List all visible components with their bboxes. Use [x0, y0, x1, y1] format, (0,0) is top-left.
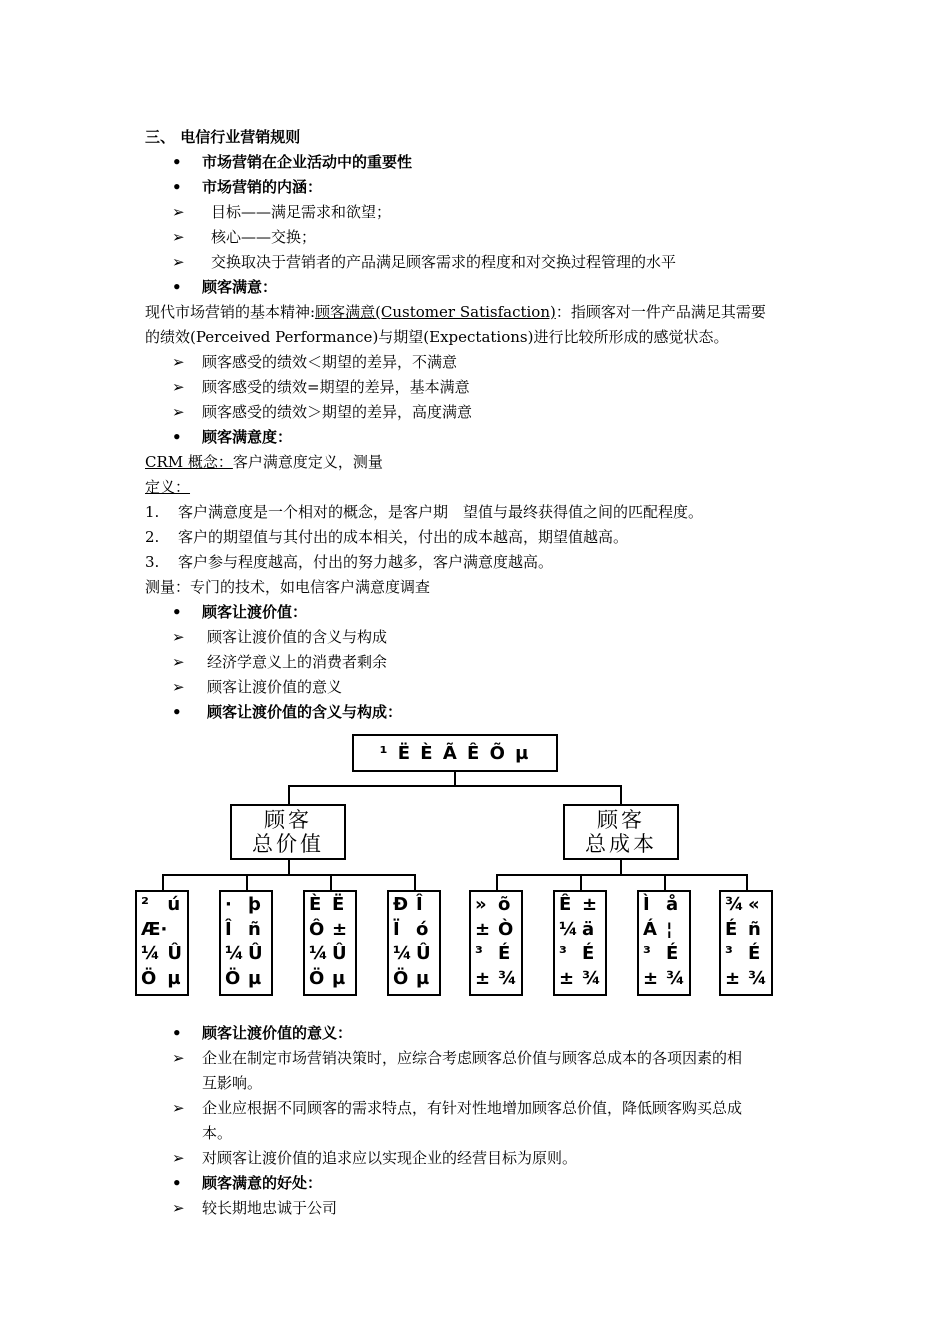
numbered-item: 客户的期望值与其付出的成本相关，付出的成本越高，期望值越高。	[178, 528, 629, 546]
arrow-icon: ➢	[172, 253, 185, 271]
leaf-glyph: ¦	[666, 918, 673, 940]
connector-line	[330, 874, 332, 890]
leaf-glyph: Ò	[498, 918, 514, 940]
bullet-item: 顾客让渡价值的意义：	[202, 1024, 353, 1042]
leaf-glyph: Ö	[309, 967, 325, 989]
arrow-item: 核心——交换；	[211, 228, 317, 246]
leaf-glyph: ¾	[582, 967, 601, 989]
leaf-glyph: ¾	[725, 894, 744, 915]
bullet-item: 顾客满意度：	[202, 428, 293, 446]
arrow-icon: ➢	[172, 628, 185, 646]
bullet-icon: •	[172, 1024, 182, 1042]
arrow-item: 顾客感受的绩效=期望的差异，基本满意	[202, 378, 470, 396]
leaf-glyph: ¼	[559, 918, 578, 940]
leaf-glyph: Ë	[332, 894, 345, 915]
connector-line	[414, 874, 416, 890]
arrow-icon: ➢	[172, 1149, 185, 1167]
leaf-glyph: ñ	[248, 918, 261, 940]
leaf-glyph: Á	[643, 918, 657, 940]
arrow-icon: ➢	[172, 1049, 185, 1067]
leaf-glyph: ¼	[225, 943, 244, 964]
leaf-glyph: ·	[225, 894, 232, 915]
bullet-icon: •	[172, 153, 182, 171]
leaf-box	[219, 890, 273, 996]
arrow-icon: ➢	[172, 228, 185, 246]
leaf-glyph: ³	[725, 943, 733, 964]
leaf-glyph: Ì	[643, 894, 650, 915]
leaf-glyph: µ	[248, 967, 262, 989]
connector-line	[454, 772, 456, 786]
leaf-glyph: Û	[167, 943, 182, 964]
leaf-glyph: þ	[248, 894, 261, 915]
arrow-item: 目标——满足需求和欲望；	[211, 203, 392, 221]
arrow-item: 交换取决于营销者的产品满足顾客需求的程度和对交换过程管理的水平	[211, 253, 677, 271]
arrow-item-continued: 互影响。	[202, 1074, 263, 1092]
leaf-box	[719, 890, 773, 996]
arrow-item: 顾客感受的绩效＜期望的差异，不满意	[202, 353, 458, 371]
number-label: 1.	[145, 503, 160, 521]
leaf-glyph: ñ	[748, 918, 761, 940]
bullet-icon: •	[172, 428, 182, 446]
connector-line	[620, 860, 622, 875]
leaf-glyph: ¾	[666, 967, 685, 989]
leaf-glyph: ¾	[498, 967, 517, 989]
bullet-icon: •	[172, 703, 182, 721]
leaf-glyph: ±	[475, 918, 491, 940]
arrow-icon: ➢	[172, 1199, 185, 1217]
leaf-glyph	[167, 919, 187, 944]
leaf-glyph: µ	[167, 967, 181, 989]
leaf-glyph: õ	[498, 894, 511, 915]
leaf-glyph: É	[725, 918, 738, 940]
connector-line	[664, 874, 666, 890]
numbered-item: 客户满意度是一个相对的概念，是客户期 望值与最终获得值之间的匹配程度。	[178, 503, 704, 521]
leaf-glyph: ³	[475, 943, 483, 964]
bullet-item: 市场营销在企业活动中的重要性	[202, 153, 413, 171]
leaf-glyph: Ê	[559, 894, 572, 915]
leaf-glyph: È	[309, 894, 322, 915]
arrow-icon: ➢	[172, 353, 185, 371]
leaf-glyph: ¼	[393, 943, 412, 964]
bullet-item: 顾客满意的好处：	[202, 1174, 323, 1192]
paragraph-text: 客户满意度定义，测量	[232, 453, 383, 471]
diagram-root-box: ¹ Ë È Ã Ê Õ µ	[352, 734, 558, 772]
leaf-glyph: Î	[416, 894, 423, 915]
value-tree-diagram	[130, 730, 790, 1005]
arrow-item: 较长期地忠诚于公司	[202, 1199, 338, 1217]
leaf-box	[387, 890, 441, 996]
leaf-glyph: ±	[559, 967, 575, 989]
leaf-glyph: ±	[643, 967, 659, 989]
leaf-glyph: Ö	[141, 967, 157, 989]
leaf-glyph: Æ·	[141, 918, 168, 940]
leaf-box	[469, 890, 523, 996]
bullet-item: 顾客让渡价值的含义与构成：	[207, 703, 403, 721]
leaf-glyph: Î	[225, 918, 232, 940]
leaf-glyph: Ö	[393, 967, 409, 989]
bullet-item: 顾客让渡价值：	[202, 603, 308, 621]
bullet-icon: •	[172, 1174, 182, 1192]
connector-line	[496, 874, 498, 890]
arrow-icon: ➢	[172, 378, 185, 396]
paragraph-line: 的绩效(Perceived Performance)与期望(Expectations)进行比较所形成的感觉状态。	[145, 328, 729, 346]
underlined-term: CRM 概念：	[145, 453, 233, 471]
box-label: 总价值	[252, 832, 324, 856]
leaf-glyph: µ	[332, 967, 346, 989]
connector-line	[288, 785, 290, 804]
arrow-item: 经济学意义上的消费者剩余	[207, 653, 388, 671]
arrow-icon: ➢	[172, 653, 185, 671]
paragraph-line	[145, 301, 766, 323]
underlined-term: 顾客满意(Customer Satisfaction)	[315, 303, 556, 321]
leaf-glyph: ¼	[309, 943, 328, 964]
leaf-glyph: ±	[475, 967, 491, 989]
leaf-glyph: Û	[248, 943, 263, 964]
leaf-glyph: ²	[141, 894, 149, 915]
connector-line	[246, 874, 248, 890]
leaf-glyph: É	[498, 943, 511, 964]
connector-line	[162, 874, 164, 890]
leaf-glyph: »	[475, 894, 487, 915]
bullet-icon: •	[172, 603, 182, 621]
leaf-glyph: Ö	[225, 967, 241, 989]
leaf-glyph: µ	[416, 967, 430, 989]
leaf-glyph: ³	[643, 943, 651, 964]
leaf-glyph: ä	[582, 918, 595, 940]
paragraph-line: 测量：专门的技术，如电信客户满意度调查	[145, 578, 431, 596]
leaf-glyph: Û	[416, 943, 431, 964]
number-label: 2.	[145, 528, 160, 546]
underlined-term: 定义：	[145, 478, 191, 496]
connector-line	[580, 874, 582, 890]
leaf-glyph: É	[582, 943, 595, 964]
connector-line	[746, 874, 748, 890]
connector-line	[620, 785, 622, 804]
leaf-glyph: ¾	[748, 967, 767, 989]
leaf-glyph: É	[748, 943, 761, 964]
arrow-item-continued: 本。	[202, 1124, 233, 1142]
connector-line	[496, 874, 746, 876]
leaf-glyph: É	[666, 943, 679, 964]
bullet-item: 顾客满意：	[202, 278, 278, 296]
connector-line	[162, 874, 414, 876]
leaf-box	[135, 890, 189, 996]
leaf-glyph: ±	[725, 967, 741, 989]
arrow-icon: ➢	[172, 403, 185, 421]
arrow-item: 对顾客让渡价值的追求应以实现企业的经营目标为原则。	[202, 1149, 578, 1167]
arrow-icon: ➢	[172, 1099, 185, 1117]
arrow-item: 顾客让渡价值的意义	[207, 678, 343, 696]
paragraph-text: ：指顾客对一件产品满足其需要	[555, 303, 766, 321]
leaf-box	[637, 890, 691, 996]
leaf-glyph: Ð	[393, 894, 409, 915]
leaf-box	[553, 890, 607, 996]
connector-line	[288, 785, 622, 787]
arrow-item: 企业在制定市场营销决策时，应综合考虑顾客总价值与顾客总成本的各项因素的相	[202, 1049, 743, 1067]
box-label: 总成本	[585, 832, 657, 856]
box-label: 顾客	[597, 808, 645, 832]
leaf-glyph: ó	[416, 918, 429, 940]
numbered-item: 客户参与程度越高，付出的努力越多，客户满意度越高。	[178, 553, 554, 571]
section-heading: 三、 电信行业营销规则	[145, 128, 301, 146]
leaf-glyph: Û	[332, 943, 347, 964]
bullet-icon: •	[172, 178, 182, 196]
arrow-item: 顾客感受的绩效＞期望的差异，高度满意	[202, 403, 473, 421]
total-cost-box	[563, 804, 679, 860]
leaf-glyph: å	[666, 894, 679, 915]
leaf-glyph: Ô	[309, 918, 325, 940]
bullet-icon: •	[172, 278, 182, 296]
arrow-item: 顾客让渡价值的含义与构成	[207, 628, 388, 646]
arrow-icon: ➢	[172, 678, 185, 696]
leaf-glyph: ú	[167, 894, 181, 915]
connector-line	[288, 860, 290, 875]
leaf-glyph: ³	[559, 943, 567, 964]
leaf-glyph: «	[748, 894, 760, 915]
leaf-box	[303, 890, 357, 996]
leaf-glyph: ±	[582, 894, 598, 915]
number-label: 3.	[145, 553, 160, 571]
arrow-icon: ➢	[172, 203, 185, 221]
bullet-item: 市场营销的内涵：	[202, 178, 323, 196]
box-label: 顾客	[264, 808, 312, 832]
paragraph-text: 现代市场营销的基本精神:	[145, 303, 316, 321]
paragraph-line	[145, 451, 383, 473]
arrow-item: 企业应根据不同顾客的需求特点，有针对性地增加顾客总价值，降低顾客购买总成	[202, 1099, 743, 1117]
leaf-glyph: ±	[332, 918, 348, 940]
total-value-box	[230, 804, 346, 860]
leaf-glyph: Ï	[393, 918, 400, 940]
leaf-glyph: ¼	[141, 943, 160, 964]
